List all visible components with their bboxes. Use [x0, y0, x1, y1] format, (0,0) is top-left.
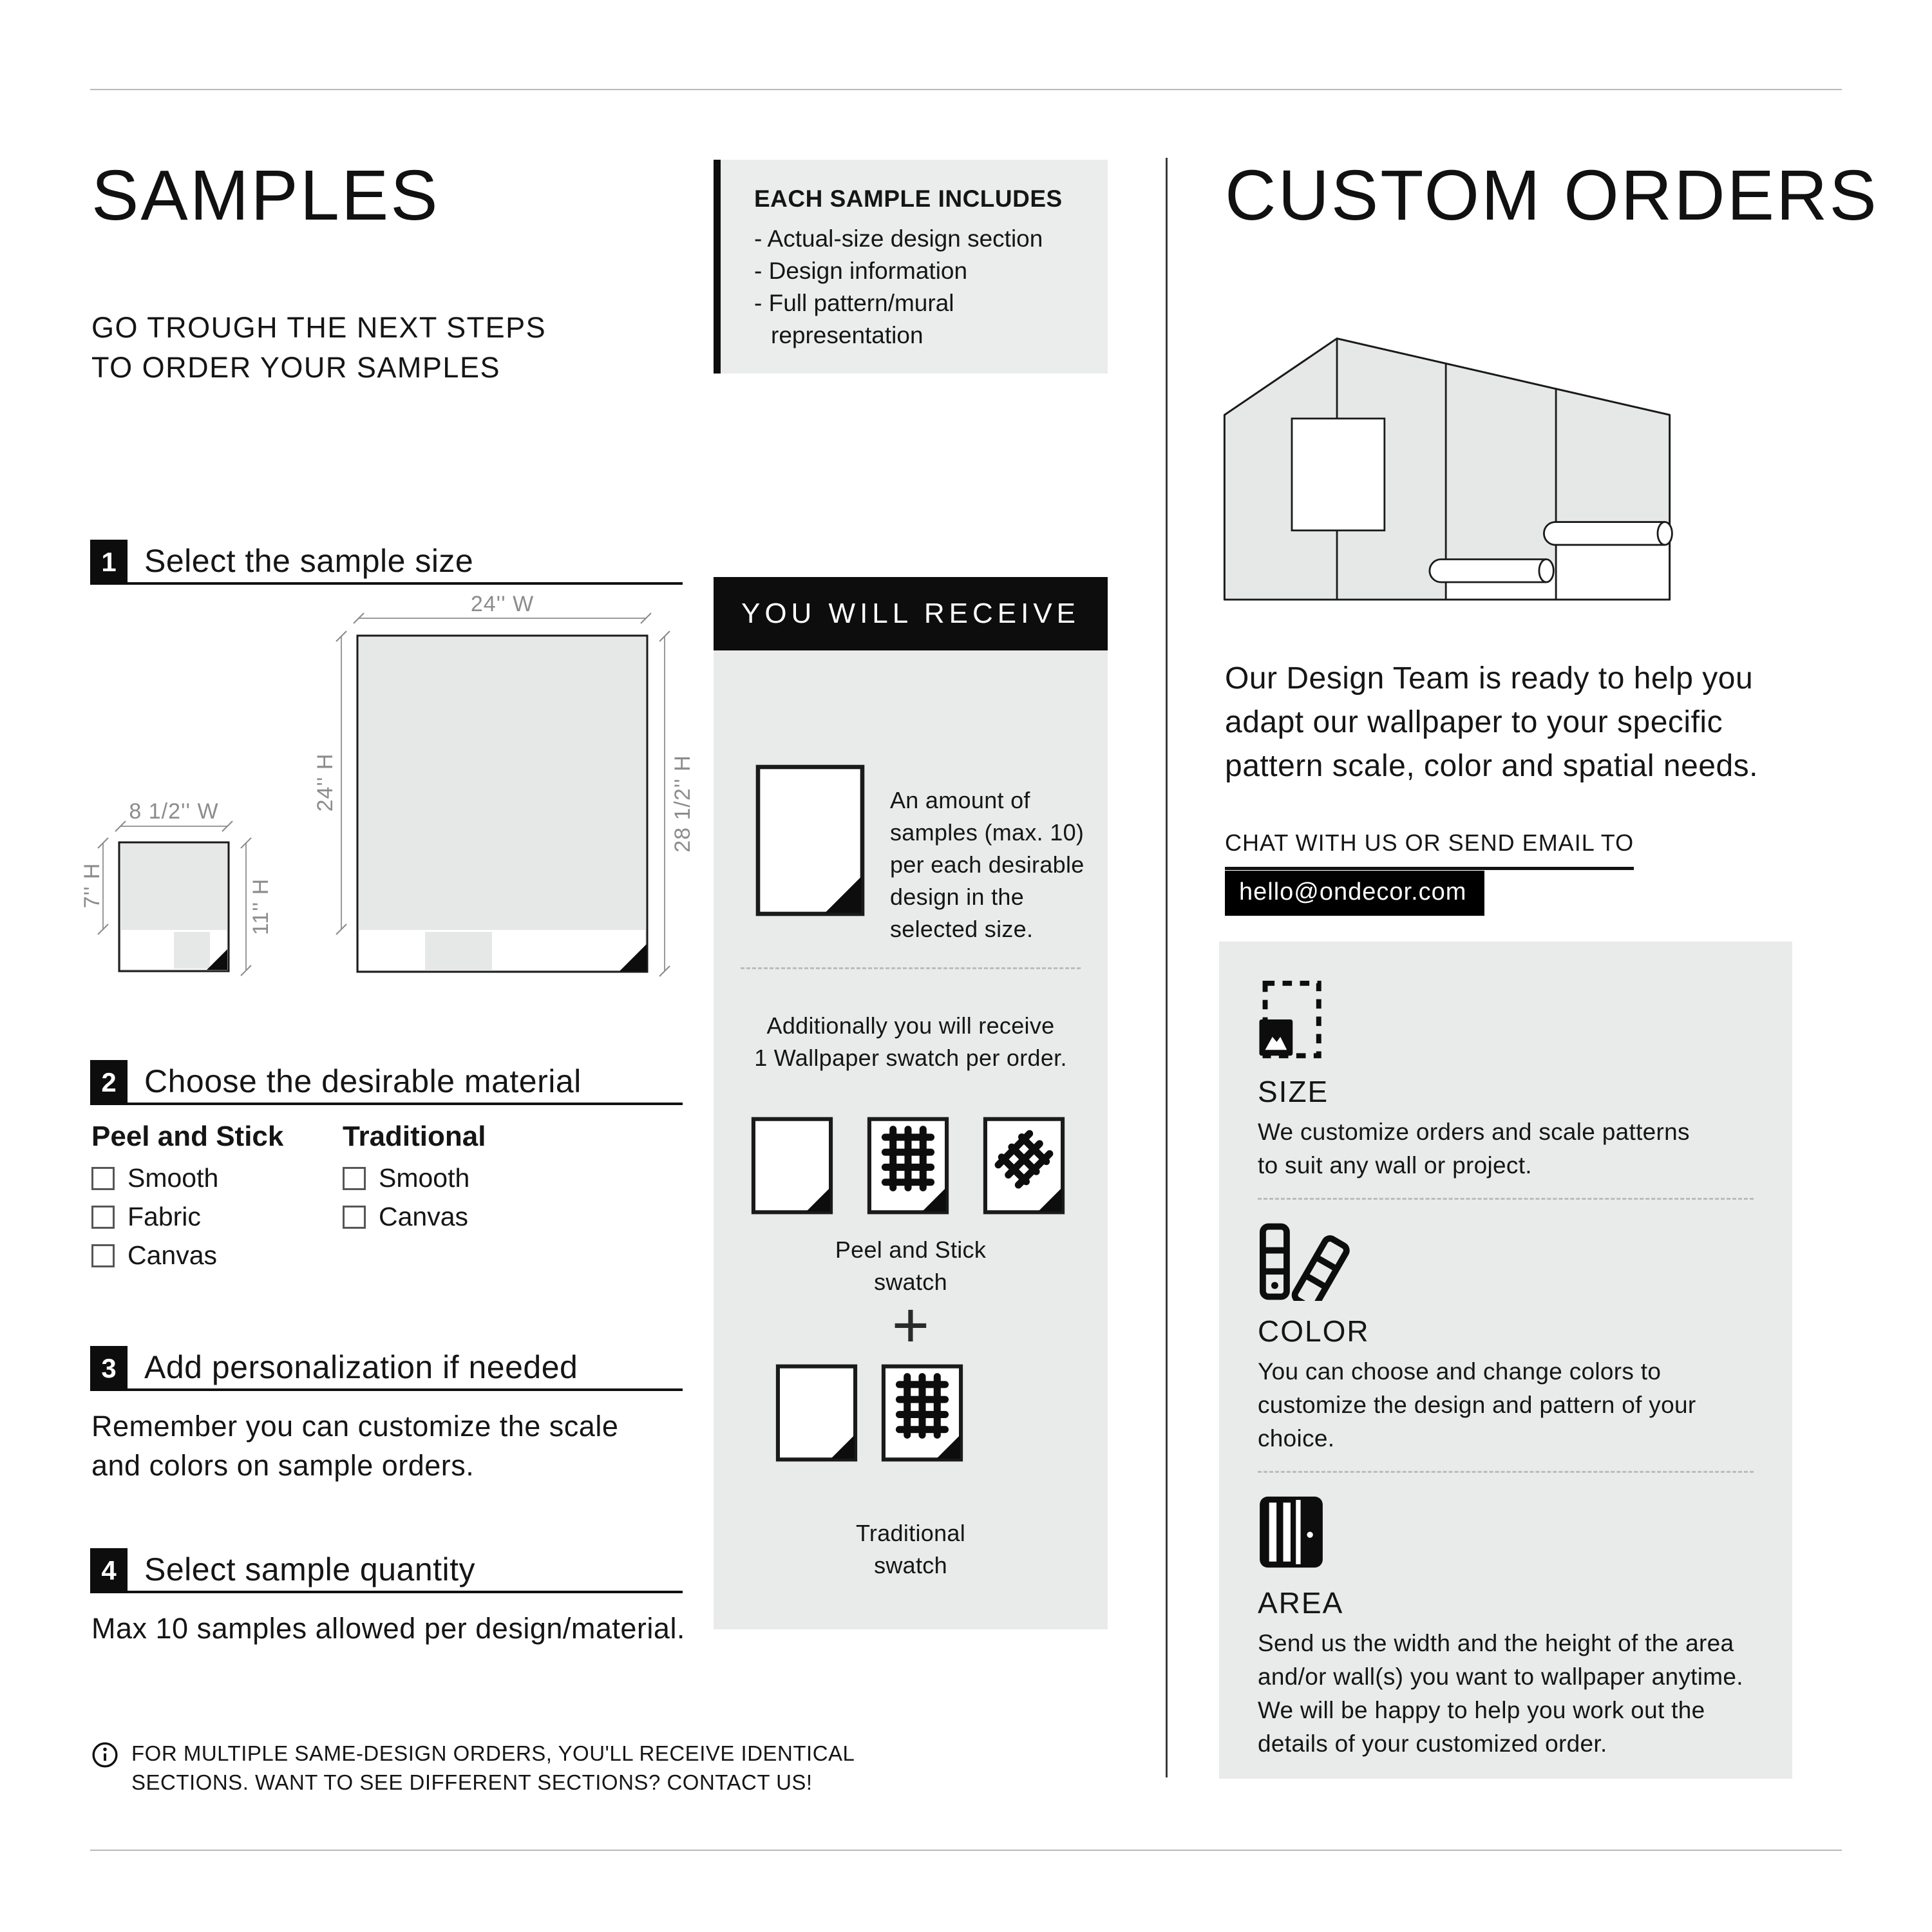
additional-swatch-text — [714, 1010, 1108, 1074]
peel-swatch-label — [714, 1234, 1108, 1298]
step-underline — [90, 1591, 683, 1593]
option-traditional-canvas[interactable] — [343, 1202, 468, 1232]
design-team-intro-line: adapt our wallpaper to your specific — [1225, 705, 1723, 739]
custom-orders-title: CUSTOM ORDERS — [1225, 156, 1879, 235]
column-divider — [1166, 158, 1168, 1777]
step-2-title: Choose the desirable material — [144, 1063, 582, 1099]
large-width-label: 24'' W — [470, 592, 535, 616]
panel-dashed-divider — [741, 967, 1081, 969]
option-peel-smooth[interactable] — [91, 1163, 218, 1193]
samples-intro — [91, 308, 546, 388]
step-3-text-line: Remember you can customize the scale — [91, 1410, 619, 1443]
feature-size-text — [1258, 1115, 1690, 1182]
checkbox-icon[interactable] — [343, 1206, 366, 1229]
traditional-heading: Traditional — [343, 1121, 486, 1152]
includes-item: - Actual-size design section — [754, 225, 1043, 252]
design-team-intro — [1225, 657, 1758, 788]
step-1-header — [90, 540, 683, 589]
info-icon — [90, 1740, 120, 1770]
intro-line: GO TROUGH THE NEXT STEPS — [91, 311, 547, 344]
traditional-swatch-label-line: Traditional — [855, 1520, 966, 1546]
feature-color-text — [1258, 1355, 1696, 1455]
step-4-title: Select sample quantity — [144, 1551, 476, 1587]
samples-amount-line: selected size. — [890, 916, 1034, 942]
top-rule — [90, 89, 1842, 90]
swatch-grid-icon — [881, 1364, 963, 1462]
samples-amount-line: design in the — [890, 884, 1025, 910]
step-4-text: Max 10 samples allowed per design/material. — [91, 1612, 685, 1645]
feature-area-text-line: Send us the width and the height of the area — [1258, 1630, 1734, 1656]
option-peel-canvas[interactable] — [91, 1240, 217, 1271]
step-3-header — [90, 1346, 683, 1395]
peel-swatch-label-line: Peel and Stick — [835, 1236, 987, 1263]
large-total-height-label: 28 1/2'' H — [670, 755, 695, 853]
feature-color-text-line: choice. — [1258, 1425, 1335, 1452]
intro-line: TO ORDER YOUR SAMPLES — [91, 351, 500, 384]
you-will-receive-title: YOU WILL RECEIVE — [741, 598, 1081, 629]
large-height-label: 24'' H — [313, 753, 337, 812]
step-underline — [90, 1103, 683, 1105]
peel-swatch-label-line: swatch — [874, 1269, 947, 1295]
step-1-title: Select the sample size — [144, 543, 474, 579]
design-team-intro-line: Our Design Team is ready to help you — [1225, 661, 1754, 696]
chat-with-us-label: CHAT WITH US OR SEND EMAIL TO — [1225, 829, 1634, 870]
feature-area-text-line: We will be happy to help you work out the — [1258, 1697, 1705, 1723]
option-label: Fabric — [128, 1202, 201, 1231]
checkbox-icon[interactable] — [91, 1244, 115, 1267]
step-3-number: 3 — [90, 1346, 128, 1391]
small-total-height-label: 11'' H — [249, 878, 273, 936]
option-label: Smooth — [379, 1163, 470, 1193]
step-underline — [90, 1388, 683, 1391]
includes-item: - Full pattern/mural — [754, 290, 954, 316]
step-3-text — [91, 1406, 618, 1485]
traditional-swatch-label-line: swatch — [874, 1552, 947, 1578]
traditional-swatch-label — [714, 1517, 1108, 1582]
feature-area-text — [1258, 1627, 1743, 1761]
you-will-receive-header — [714, 577, 1108, 650]
small-height-label: 7'' H — [80, 862, 104, 909]
design-team-intro-line: pattern scale, color and spatial needs. — [1225, 749, 1758, 783]
samples-amount-text — [890, 784, 1109, 945]
feature-color-text-line: customize the design and pattern of your — [1258, 1392, 1696, 1418]
samples-amount-line: An amount of — [890, 787, 1030, 813]
checkbox-icon[interactable] — [91, 1167, 115, 1190]
each-sample-includes-box — [714, 160, 1108, 374]
additional-line: Additionally you will receive — [766, 1012, 1055, 1039]
samples-amount-line: samples (max. 10) — [890, 819, 1084, 846]
checkbox-icon[interactable] — [343, 1167, 366, 1190]
samples-amount-line: per each desirable — [890, 851, 1084, 878]
panel-dashed-divider — [1258, 1198, 1754, 1200]
step-2-header — [90, 1060, 683, 1109]
step-2-number: 2 — [90, 1060, 128, 1105]
swatch-crosshatch-icon — [983, 1117, 1065, 1215]
bottom-rule — [90, 1850, 1842, 1851]
option-label: Smooth — [128, 1163, 219, 1193]
peel-and-stick-heading: Peel and Stick — [91, 1121, 284, 1152]
swatch-blank-icon — [751, 1117, 833, 1215]
footnote-line: SECTIONS. WANT TO SEE DIFFERENT SECTIONS? CONTACT US! — [131, 1770, 813, 1794]
feature-area-text-line: and/or wall(s) you want to wallpaper anytime. — [1258, 1663, 1743, 1690]
feature-size-name: SIZE — [1258, 1075, 1329, 1108]
option-peel-fabric[interactable] — [91, 1202, 201, 1232]
feature-area-text-line: details of your customized order. — [1258, 1730, 1607, 1757]
footnote-line: FOR MULTIPLE SAME-DESIGN ORDERS, YOU'LL RECEIVE IDENTICAL — [131, 1741, 855, 1765]
footnote — [90, 1739, 855, 1797]
house-wallpaper-illustration — [1218, 317, 1676, 610]
email-link[interactable] — [1225, 871, 1484, 916]
feature-color-name: COLOR — [1258, 1314, 1370, 1348]
option-label: Canvas — [379, 1202, 469, 1231]
additional-line: 1 Wallpaper swatch per order. — [754, 1045, 1067, 1071]
includes-item: - Design information — [754, 258, 968, 284]
plus-sign: + — [891, 1289, 930, 1361]
small-width-label: 8 1/2'' W — [129, 799, 219, 824]
step-underline — [90, 582, 683, 585]
feature-color-text-line: You can choose and change colors to — [1258, 1358, 1662, 1385]
size-crop-icon — [1258, 979, 1325, 1060]
step-1-number: 1 — [90, 540, 128, 585]
swatch-grid-icon — [867, 1117, 949, 1215]
step-3-text-line: and colors on sample orders. — [91, 1449, 475, 1482]
step-4-number: 4 — [90, 1548, 128, 1593]
checkbox-icon[interactable] — [91, 1206, 115, 1229]
includes-item-continuation: representation — [771, 322, 923, 348]
email-address[interactable]: hello@ondecor.com — [1225, 871, 1484, 916]
swatch-blank-icon — [775, 1364, 858, 1462]
feature-size-text-line: to suit any wall or project. — [1258, 1152, 1532, 1179]
samples-title: SAMPLES — [91, 156, 440, 235]
color-swatches-icon — [1255, 1222, 1351, 1301]
step-4-header — [90, 1548, 683, 1597]
panel-dashed-divider — [1258, 1471, 1754, 1473]
includes-title: EACH SAMPLE INCLUDES — [754, 185, 1063, 212]
step-3-title: Add personalization if needed — [144, 1349, 578, 1385]
feature-area-name: AREA — [1258, 1586, 1344, 1620]
sample-sheet-icon — [755, 764, 866, 917]
option-label: Canvas — [128, 1240, 218, 1270]
sample-size-diagram — [77, 591, 696, 1016]
feature-size-text-line: We customize orders and scale patterns — [1258, 1119, 1690, 1145]
wall-door-icon — [1258, 1494, 1325, 1570]
option-traditional-smooth[interactable] — [343, 1163, 469, 1193]
